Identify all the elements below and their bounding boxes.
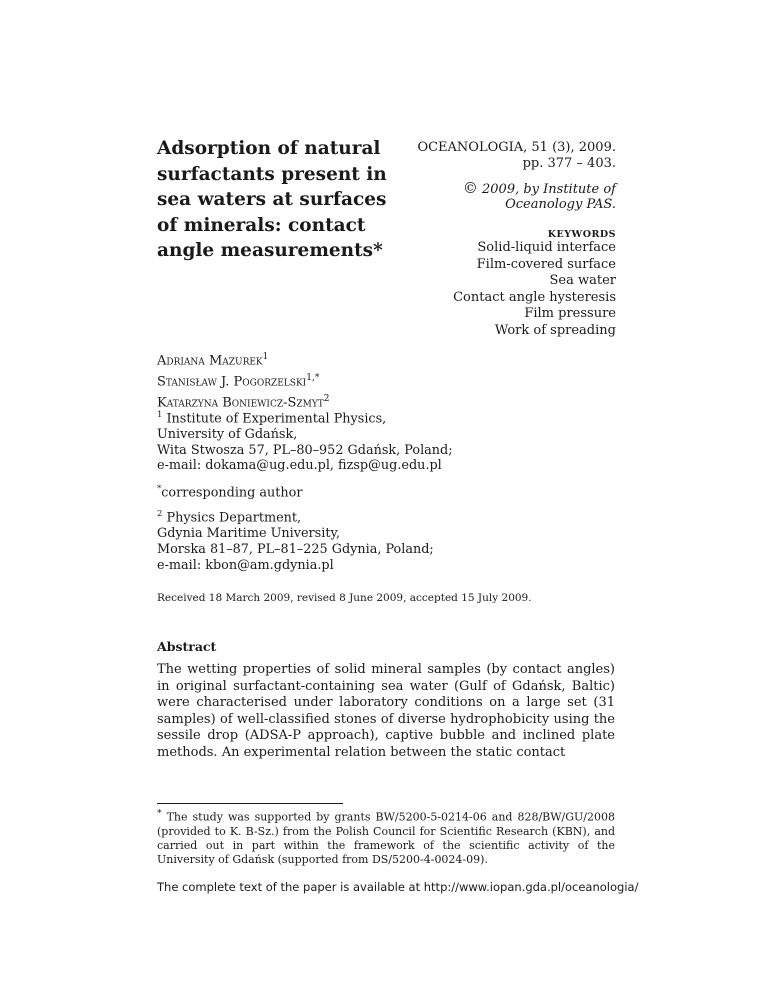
abstract-text: The wetting properties of solid mineral samples (by contact angles) in original surfactant-containing sea water (Gulf of Gdańsk, Baltic) were characterised under laboratory conditions on a large set (31 samples) of well-classified stones of diverse hydrophobicity using the sessile drop (ADSA-P approach), captive bubble and inclined plate methods. An experimental relation between the static contact bbox=[157, 662, 615, 760]
keyword-item: Contact angle hysteresis bbox=[453, 289, 616, 305]
affiliation-2-email: e-mail: kbon@am.gdynia.pl bbox=[157, 558, 334, 573]
keyword-item: Film-covered surface bbox=[476, 256, 616, 272]
received-dates: Received 18 March 2009, revised 8 June 2009, accepted 15 July 2009. bbox=[157, 592, 532, 604]
affiliation-number: 2 bbox=[157, 509, 163, 519]
affiliation-1-email: e-mail: dokama@ug.edu.pl, fizsp@ug.edu.pl bbox=[157, 458, 442, 473]
copyright-line1: 2009, by Institute of bbox=[482, 182, 616, 197]
copyright-symbol: © bbox=[462, 179, 478, 197]
corresponding-author-note: *corresponding author bbox=[157, 484, 303, 501]
journal-citation bbox=[417, 140, 616, 172]
author-list bbox=[157, 349, 330, 411]
keyword-item: Sea water bbox=[549, 273, 616, 288]
journal-pages: pp. 377 – 403. bbox=[522, 156, 616, 171]
footnote-rule bbox=[157, 803, 343, 804]
keyword-item: Solid-liquid interface bbox=[477, 240, 616, 255]
affiliation-2: $^2$ Physics Department, Gdynia Maritime University, Morska 81–87, PL–81–225 Gdynia, Poland; bbox=[157, 509, 434, 558]
author-name: Adriana Mazurek$^1$ bbox=[157, 352, 269, 369]
paper-title: Adsorption of natural surfactants present in sea waters at surfaces of minerals: contact angle measurements* bbox=[157, 138, 387, 261]
author-name: Katarzyna Boniewicz-Szmyt$^2$ bbox=[157, 393, 330, 410]
keyword-item: Work of spreading bbox=[494, 322, 616, 338]
funding-footnote: * The study was supported by grants BW/5200-5-0214-06 and 828/BW/GU/2008 (provided to K. B-Sz.) from the Polish Council for Scientific Research (KBN), and carried out in part within the framework of the scientific activity of the University of Gdańsk (supported from DS/5200-4-0024-09). bbox=[157, 808, 616, 866]
copyright-notice bbox=[463, 181, 616, 212]
keywords-list bbox=[453, 240, 616, 339]
affiliation-number: 1 bbox=[157, 410, 163, 420]
copyright-line2: Oceanology PAS. bbox=[505, 197, 616, 212]
author-name: Stanisław J. Pogorzelski$^{1,*}$ bbox=[157, 372, 320, 390]
keywords-heading: KEYWORDS bbox=[547, 229, 616, 240]
journal-volume: OCEANOLOGIA, 51 (3), 2009. bbox=[417, 140, 616, 155]
affiliation-1: $^1$ Institute of Experimental Physics, University of Gdańsk, Wita Stwosza 57, PL–80–952 Gdańsk, Poland; bbox=[157, 410, 453, 459]
availability-note: The complete text of the paper is available at http://www.iopan.gda.pl/oceanologia/ bbox=[157, 880, 639, 894]
abstract-heading: Abstract bbox=[157, 639, 217, 654]
keyword-item: Film pressure bbox=[524, 306, 616, 321]
